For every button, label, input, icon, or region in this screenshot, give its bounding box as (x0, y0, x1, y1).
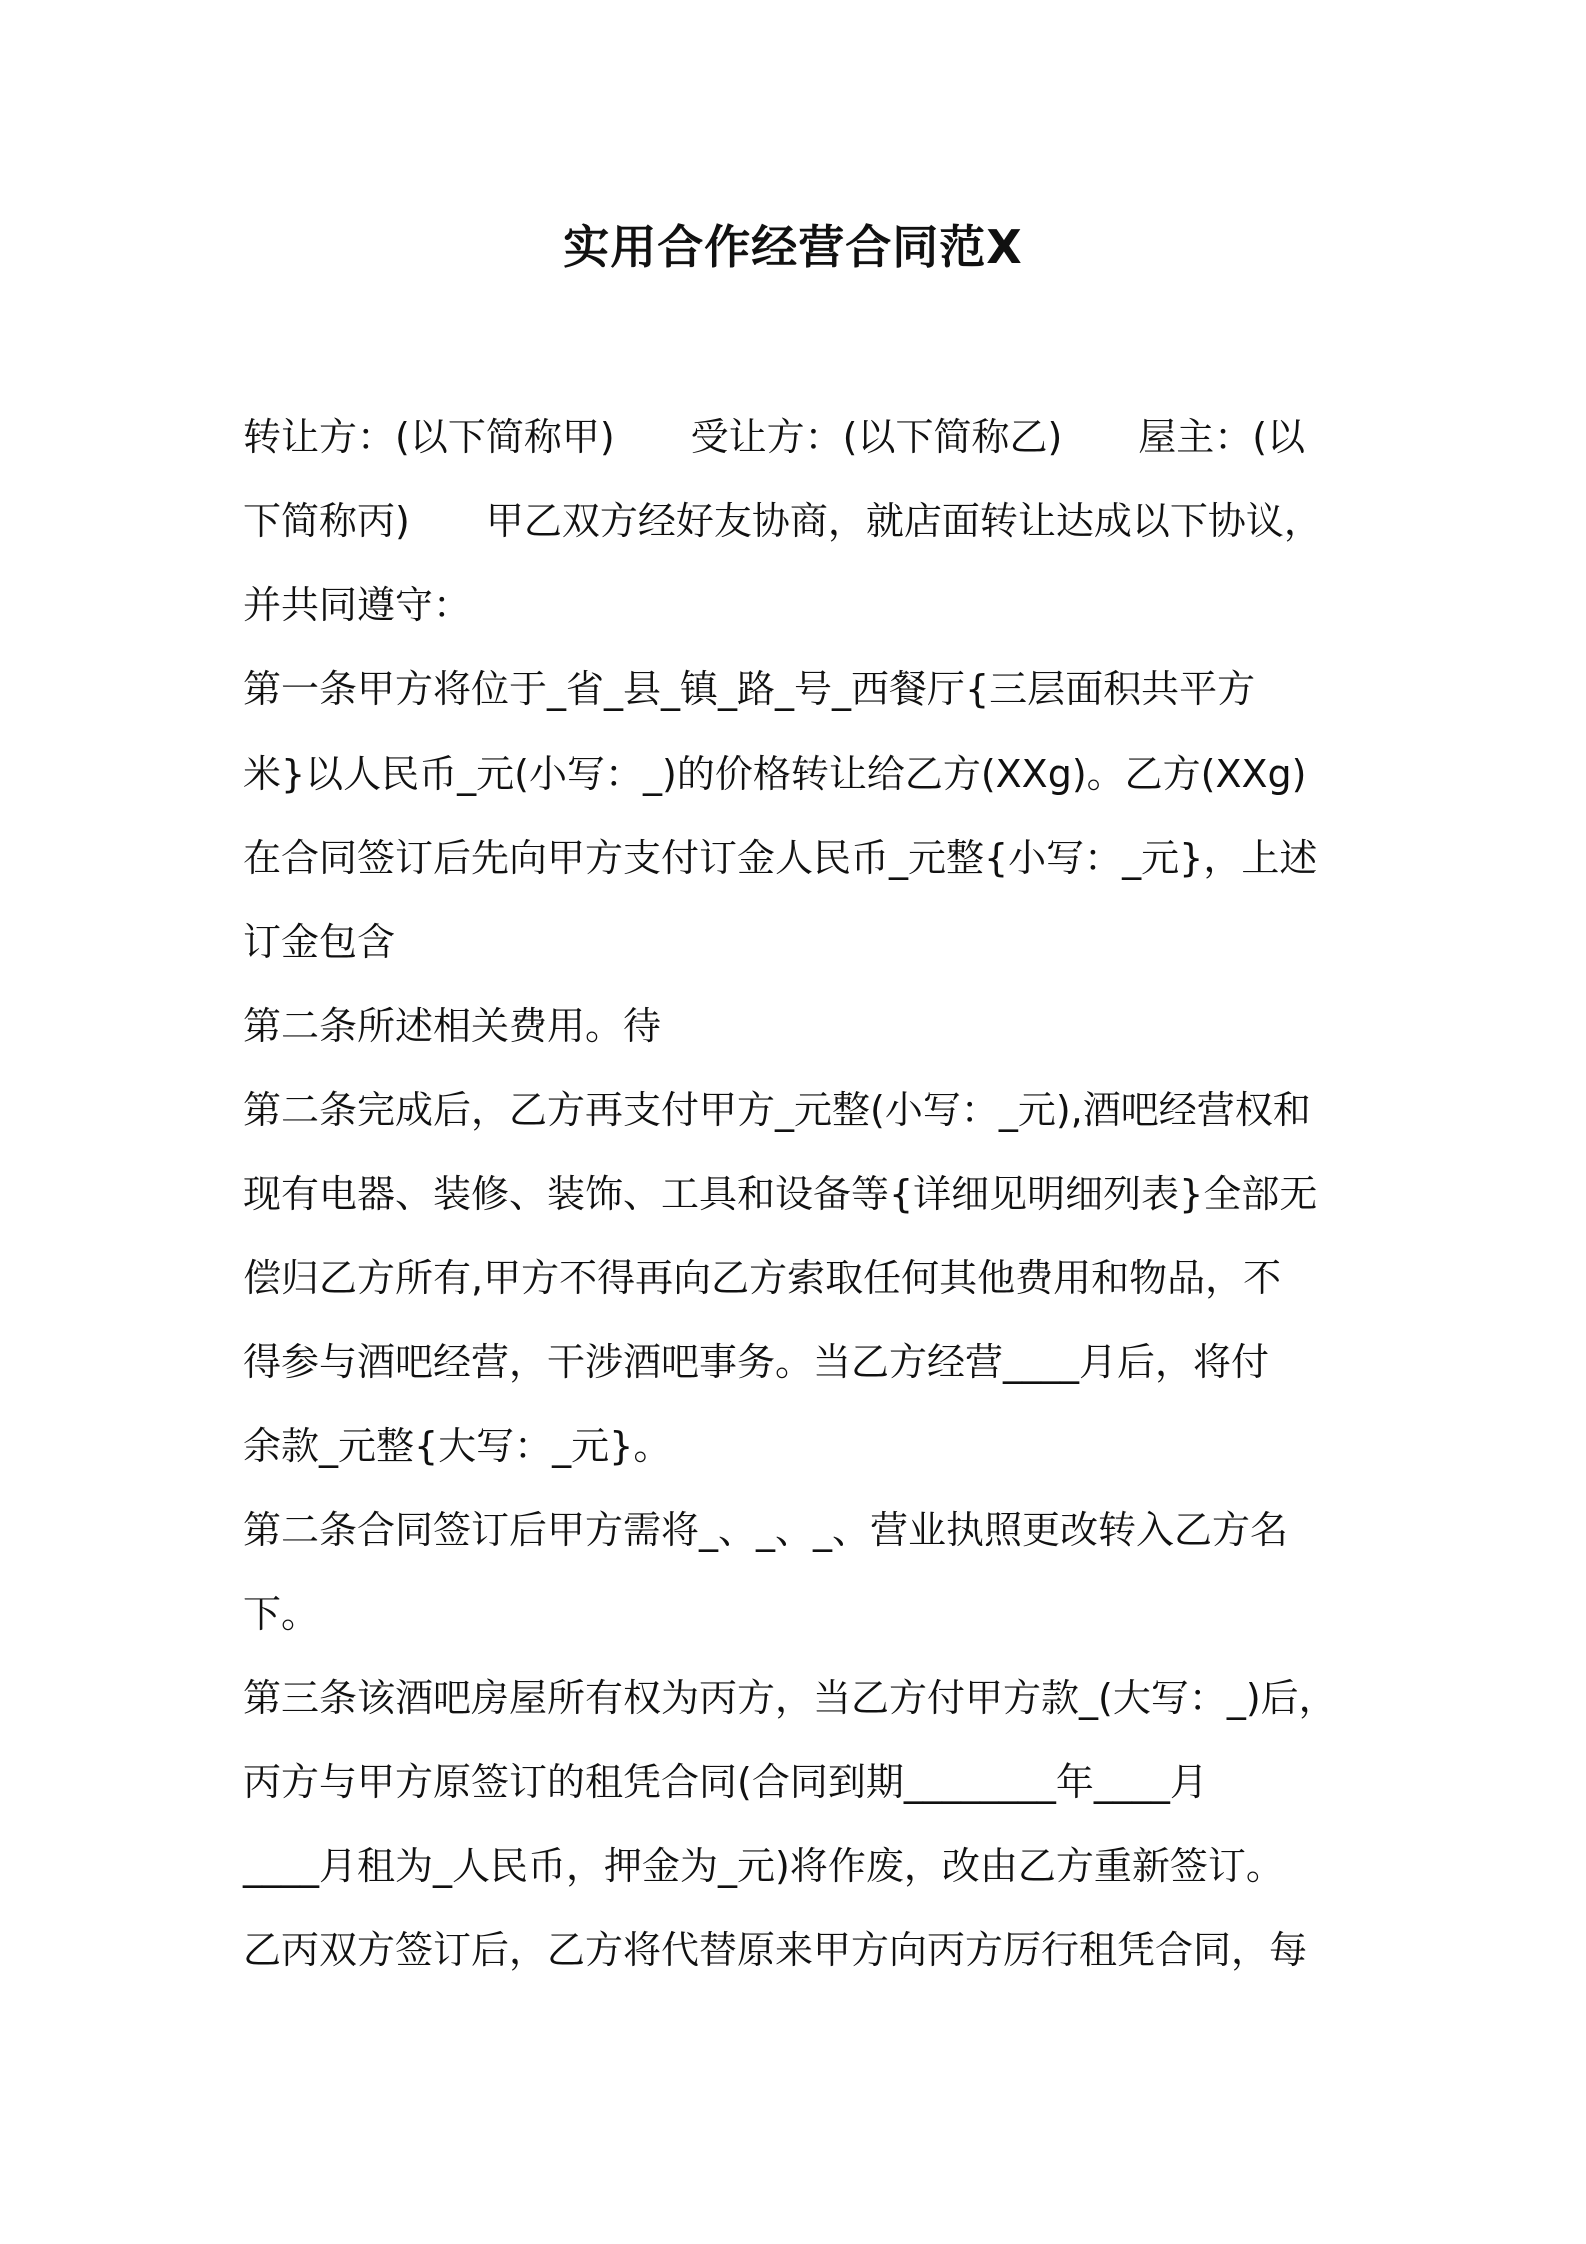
text-line: 乙丙双方签订后，乙方将代替原来甲方向丙方厉行租凭合同，每 (243, 1928, 1308, 1972)
text-line: 下。 (243, 1592, 320, 1636)
text-line: 第三条该酒吧房屋所有权为丙方，当乙方付甲方款_(大写：_)后， (243, 1676, 1337, 1720)
text-line: 米}以人民币_元(小写：_)的价格转让给乙方(XXg)。乙方(XXg) (243, 752, 1307, 796)
text-line: 偿归乙方所有,甲方不得再向乙方索取任何其他费用和物品，不 (243, 1256, 1282, 1300)
text-line: 第二条所述相关费用。待 (243, 1004, 662, 1048)
text-line: 现有电器、装修、装饰、工具和设备等{详细见明细列表}全部无 (243, 1172, 1318, 1216)
text-line: 余款_元整{大写：_元}。 (243, 1424, 672, 1468)
text-line: 丙方与甲方原签订的租凭合同(合同到期________年____月 (243, 1760, 1208, 1804)
text-line: 在合同签订后先向甲方支付订金人民币_元整{小写：_元}，上述 (243, 836, 1318, 880)
document-title: 实用合作经营合同范X (563, 220, 1023, 274)
text-line: 得参与酒吧经营，干涉酒吧事务。当乙方经营____月后，将付 (243, 1340, 1270, 1384)
text-line: 第二条完成后，乙方再支付甲方_元整(小写：_元),酒吧经营权和 (243, 1088, 1311, 1132)
text-line: 第二条合同签订后甲方需将_、_、_、营业执照更改转入乙方名 (243, 1508, 1289, 1552)
text-line: 第一条甲方将位于_省_县_镇_路_号_西餐厅{三层面积共平方 (243, 667, 1256, 711)
text-line: 并共同遵守： (243, 583, 472, 627)
text-line: ____月租为_人民币，押金为_元)将作废，改由乙方重新签订。 (243, 1844, 1284, 1888)
text-line: 下简称丙) 甲乙双方经好友协商，就店面转让达成以下协议， (243, 499, 1322, 543)
text-line: 订金包含 (243, 920, 396, 964)
text-line: 转让方：(以下简称甲) 受让方：(以下简称乙) 屋主：(以 (243, 415, 1306, 459)
